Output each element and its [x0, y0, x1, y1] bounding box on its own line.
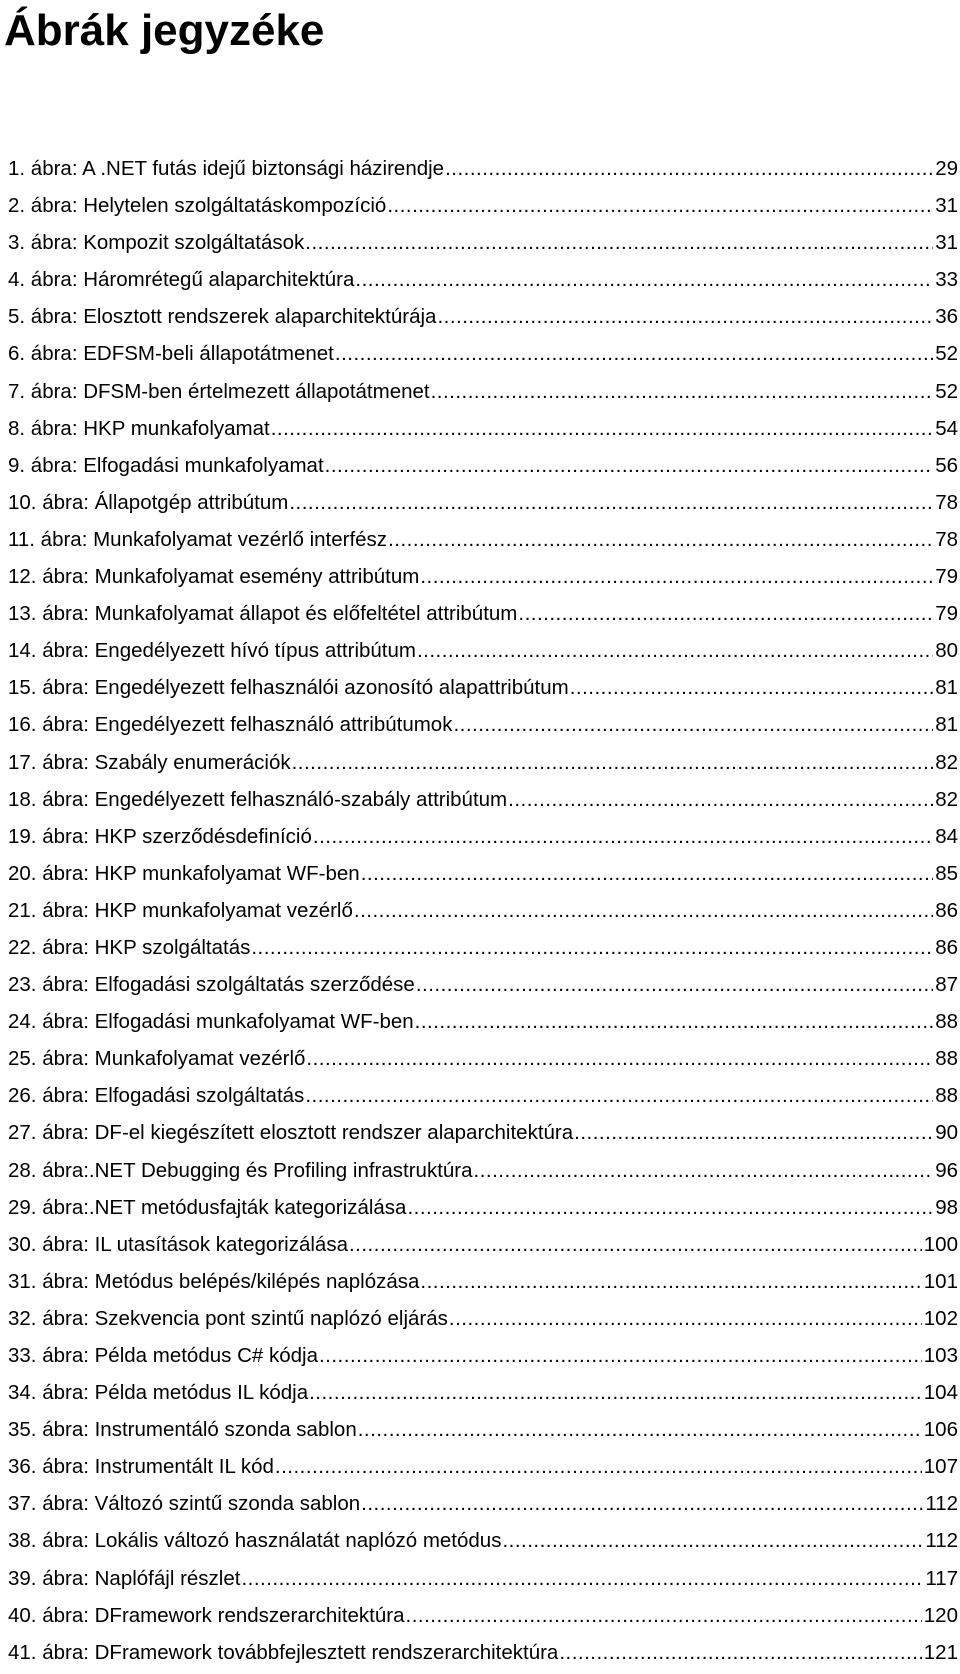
toc-entry-page-number: 54: [935, 416, 958, 440]
toc-entry-title: 29. ábra:.NET metódusfajták kategorizálása: [8, 1195, 407, 1219]
toc-entry-title: 39. ábra: Naplófájl részlet: [8, 1566, 241, 1590]
dot-leader: [354, 894, 933, 928]
dot-leader: [305, 1079, 933, 1113]
toc-entry[interactable]: [8, 1302, 958, 1339]
toc-entry-page-number: 79: [935, 602, 958, 626]
toc-entry[interactable]: [8, 337, 958, 374]
toc-entry-title: 17. ábra: Szabály enumerációk: [8, 750, 291, 774]
dot-leader: [407, 1191, 933, 1225]
dot-leader: [420, 1265, 921, 1299]
dot-leader: [437, 300, 933, 334]
toc-entry[interactable]: [8, 1228, 958, 1265]
toc-entry[interactable]: [8, 968, 958, 1005]
toc-entry-title: 33. ábra: Példa metódus C# kódja: [8, 1344, 318, 1367]
toc-entry-title: 2. ábra: Helytelen szolgáltatáskompozíció: [8, 194, 387, 218]
dot-leader: [358, 1413, 922, 1447]
toc-entry-page-number: 100: [923, 1232, 958, 1256]
toc-entry-page-number: 82: [935, 787, 958, 811]
toc-entry[interactable]: [8, 1487, 958, 1524]
toc-entry[interactable]: [8, 746, 958, 783]
toc-entry-page-number: 106: [923, 1418, 958, 1442]
toc-entry-page-number: 90: [935, 1121, 958, 1145]
dot-leader: [309, 1376, 922, 1410]
toc-entry[interactable]: [8, 1265, 958, 1302]
toc-entry-page-number: 85: [935, 861, 958, 885]
dot-leader: [241, 1562, 923, 1596]
toc-entry-page-number: 81: [935, 676, 958, 700]
toc-entry[interactable]: [8, 1450, 958, 1487]
toc-entry[interactable]: [8, 857, 958, 894]
toc-entry-page-number: 117: [925, 1566, 958, 1590]
toc-entry-title: 21. ábra: HKP munkafolyamat vezérlő: [8, 898, 353, 922]
dot-leader: [271, 412, 933, 446]
toc-entry-page-number: 120: [923, 1603, 958, 1627]
toc-entry-title: 34. ábra: Példa metódus IL kódja: [8, 1381, 309, 1405]
toc-entry[interactable]: [8, 1079, 958, 1116]
toc-entry-title: 37. ábra: Változó szintű szonda sablon: [8, 1492, 361, 1516]
toc-entry[interactable]: [8, 300, 958, 337]
toc-entry-page-number: 112: [925, 1529, 958, 1553]
toc-entry-title: 41. ábra: DFramework továbbfejlesztett rendszerarchitektúra: [8, 1640, 559, 1664]
toc-entry[interactable]: [8, 894, 958, 931]
toc-entry-title: 24. ábra: Elfogadási munkafolyamat WF-ben: [8, 1010, 414, 1034]
toc-entry-title: 9. ábra: Elfogadási munkafolyamat: [8, 453, 324, 477]
page-title: Ábrák jegyzéke: [4, 6, 325, 55]
toc-entry-title: 13. ábra: Munkafolyamat állapot és előfeltétel attribútum: [8, 602, 518, 626]
toc-entry-page-number: 88: [935, 1010, 958, 1034]
dot-leader: [335, 337, 933, 371]
dot-leader: [453, 708, 933, 742]
toc-entry-page-number: 82: [935, 750, 958, 774]
dot-leader: [325, 449, 934, 483]
toc-entry[interactable]: [8, 634, 958, 671]
toc-entry[interactable]: [8, 931, 958, 968]
toc-entry[interactable]: [8, 1339, 958, 1376]
toc-entry-title: 40. ábra: DFramework rendszerarchitektúra: [8, 1603, 405, 1627]
toc-entry-page-number: 78: [935, 490, 958, 514]
toc-entry-page-number: 112: [925, 1492, 958, 1516]
dot-leader: [415, 1005, 934, 1039]
toc-entry[interactable]: [8, 1599, 958, 1636]
dot-leader: [275, 1450, 922, 1484]
dot-leader: [420, 560, 933, 594]
dot-leader: [416, 968, 933, 1002]
toc-entry[interactable]: [8, 671, 958, 708]
toc-entry[interactable]: [8, 1413, 958, 1450]
toc-entry[interactable]: [8, 1005, 958, 1042]
toc-entry[interactable]: [8, 783, 958, 820]
toc-entry-title: 36. ábra: Instrumentált IL kód: [8, 1455, 274, 1479]
toc-entry[interactable]: [8, 1376, 958, 1413]
toc-entry-title: 19. ábra: HKP szerződésdefiníció: [8, 824, 312, 848]
list-of-figures: [8, 152, 958, 1673]
dot-leader: [251, 931, 933, 965]
toc-entry-page-number: 88: [935, 1047, 958, 1071]
dot-leader: [355, 263, 933, 297]
dot-leader: [361, 1487, 923, 1521]
toc-entry-page-number: 52: [935, 379, 958, 403]
dot-leader: [417, 634, 933, 668]
toc-entry-page-number: 80: [935, 639, 958, 663]
toc-entry[interactable]: [8, 1154, 958, 1191]
toc-entry-title: 7. ábra: DFSM-ben értelmezett állapotátmenet: [8, 379, 430, 403]
dot-leader: [449, 1302, 922, 1336]
toc-entry[interactable]: [8, 152, 958, 189]
toc-entry-title: 3. ábra: Kompozit szolgáltatások: [8, 231, 305, 255]
dot-leader: [361, 857, 933, 891]
toc-entry-title: 27. ábra: DF-el kiegészített elosztott rendszer alaparchitektúra: [8, 1121, 574, 1145]
dot-leader: [289, 486, 933, 520]
toc-entry[interactable]: [8, 1562, 958, 1599]
dot-leader: [406, 1599, 922, 1633]
toc-entry-title: 30. ábra: IL utasítások kategorizálása: [8, 1232, 348, 1256]
dot-leader: [431, 375, 934, 409]
dot-leader: [387, 189, 933, 223]
toc-entry[interactable]: [8, 226, 958, 263]
toc-entry-title: 26. ábra: Elfogadási szolgáltatás: [8, 1084, 305, 1108]
toc-entry-page-number: 96: [935, 1158, 958, 1182]
dot-leader: [306, 1042, 933, 1076]
toc-entry-page-number: 86: [935, 935, 958, 959]
toc-entry-title: 35. ábra: Instrumentáló szonda sablon: [8, 1418, 357, 1442]
toc-entry-title: 25. ábra: Munkafolyamat vezérlő: [8, 1047, 306, 1071]
toc-entry-title: 11. ábra: Munkafolyamat vezérlő interfész: [8, 527, 388, 551]
toc-entry-title: 32. ábra: Szekvencia pont szintű naplózó eljárás: [8, 1306, 448, 1330]
dot-leader: [474, 1154, 934, 1188]
dot-leader: [445, 152, 933, 186]
toc-entry[interactable]: [8, 820, 958, 857]
toc-entry-page-number: 84: [935, 824, 958, 848]
toc-entry-title: 8. ábra: HKP munkafolyamat: [8, 416, 270, 440]
dot-leader: [574, 1116, 933, 1150]
dot-leader: [559, 1636, 921, 1670]
toc-entry-title: 10. ábra: Állapotgép attribútum: [8, 490, 289, 514]
toc-entry-page-number: 36: [935, 305, 958, 329]
toc-entry-page-number: 79: [935, 565, 958, 589]
toc-entry[interactable]: [8, 189, 958, 226]
toc-entry-page-number: 31: [935, 231, 958, 255]
toc-entry-page-number: 101: [923, 1269, 958, 1293]
toc-entry-title: 22. ábra: HKP szolgáltatás: [8, 935, 251, 959]
toc-entry-title: 6. ábra: EDFSM-beli állapotátmenet: [8, 342, 334, 366]
toc-entry-page-number: 78: [935, 527, 958, 551]
toc-entry-title: 38. ábra: Lokális változó használatát naplózó metódus: [8, 1529, 502, 1553]
toc-entry-title: 4. ábra: Háromrétegű alaparchitektúra: [8, 268, 355, 292]
toc-entry-title: 5. ábra: Elosztott rendszerek alaparchitektúrája: [8, 305, 437, 329]
toc-entry-title: 20. ábra: HKP munkafolyamat WF-ben: [8, 861, 360, 885]
toc-entry-page-number: 121: [923, 1640, 958, 1664]
toc-entry[interactable]: [8, 523, 958, 560]
toc-entry[interactable]: [8, 1116, 958, 1153]
toc-entry[interactable]: [8, 412, 958, 449]
toc-entry-page-number: 29: [935, 157, 958, 180]
dot-leader: [508, 783, 933, 817]
toc-entry-title: 1. ábra: A .NET futás idejű biztonsági házirendje: [8, 157, 445, 180]
toc-entry-page-number: 81: [935, 713, 958, 737]
toc-entry-page-number: 56: [935, 453, 958, 477]
dot-leader: [502, 1524, 923, 1558]
toc-entry[interactable]: [8, 597, 958, 634]
toc-entry[interactable]: [8, 486, 958, 523]
toc-entry-page-number: 86: [935, 898, 958, 922]
toc-entry-title: 12. ábra: Munkafolyamat esemény attribútum: [8, 565, 420, 589]
toc-entry-page-number: 88: [935, 1084, 958, 1108]
toc-entry-title: 18. ábra: Engedélyezett felhasználó-szabály attribútum: [8, 787, 508, 811]
toc-entry-page-number: 103: [923, 1344, 958, 1367]
toc-entry-page-number: 87: [935, 973, 958, 997]
toc-entry-title: 14. ábra: Engedélyezett hívó típus attribútum: [8, 639, 416, 663]
toc-entry-title: 31. ábra: Metódus belépés/kilépés naplózása: [8, 1269, 420, 1293]
dot-leader: [305, 226, 933, 260]
toc-entry-title: 23. ábra: Elfogadási szolgáltatás szerződése: [8, 973, 415, 997]
toc-entry-title: 28. ábra:.NET Debugging és Profiling infrastruktúra: [8, 1158, 473, 1182]
toc-entry[interactable]: [8, 1524, 958, 1561]
dot-leader: [349, 1228, 922, 1262]
dot-leader: [292, 746, 934, 780]
toc-entry[interactable]: [8, 560, 958, 597]
dot-leader: [319, 1339, 922, 1373]
toc-entry[interactable]: [8, 708, 958, 745]
dot-leader: [313, 820, 933, 854]
toc-entry[interactable]: [8, 263, 958, 300]
dot-leader: [388, 523, 933, 557]
toc-entry-title: 15. ábra: Engedélyezett felhasználói azonosító alapattribútum: [8, 676, 569, 700]
toc-entry[interactable]: [8, 1636, 958, 1673]
toc-entry-page-number: 104: [923, 1381, 958, 1405]
dot-leader: [570, 671, 933, 705]
toc-entry[interactable]: [8, 1042, 958, 1079]
toc-entry[interactable]: [8, 1191, 958, 1228]
toc-entry-page-number: 102: [923, 1306, 958, 1330]
toc-entry[interactable]: [8, 449, 958, 486]
toc-entry-page-number: 33: [935, 268, 958, 292]
toc-entry-title: 16. ábra: Engedélyezett felhasználó attribútumok: [8, 713, 453, 737]
dot-leader: [518, 597, 933, 631]
toc-entry-page-number: 107: [923, 1455, 958, 1479]
toc-entry-page-number: 31: [935, 194, 958, 218]
toc-entry[interactable]: [8, 375, 958, 412]
toc-entry-page-number: 52: [935, 342, 958, 366]
toc-entry-page-number: 98: [935, 1195, 958, 1219]
